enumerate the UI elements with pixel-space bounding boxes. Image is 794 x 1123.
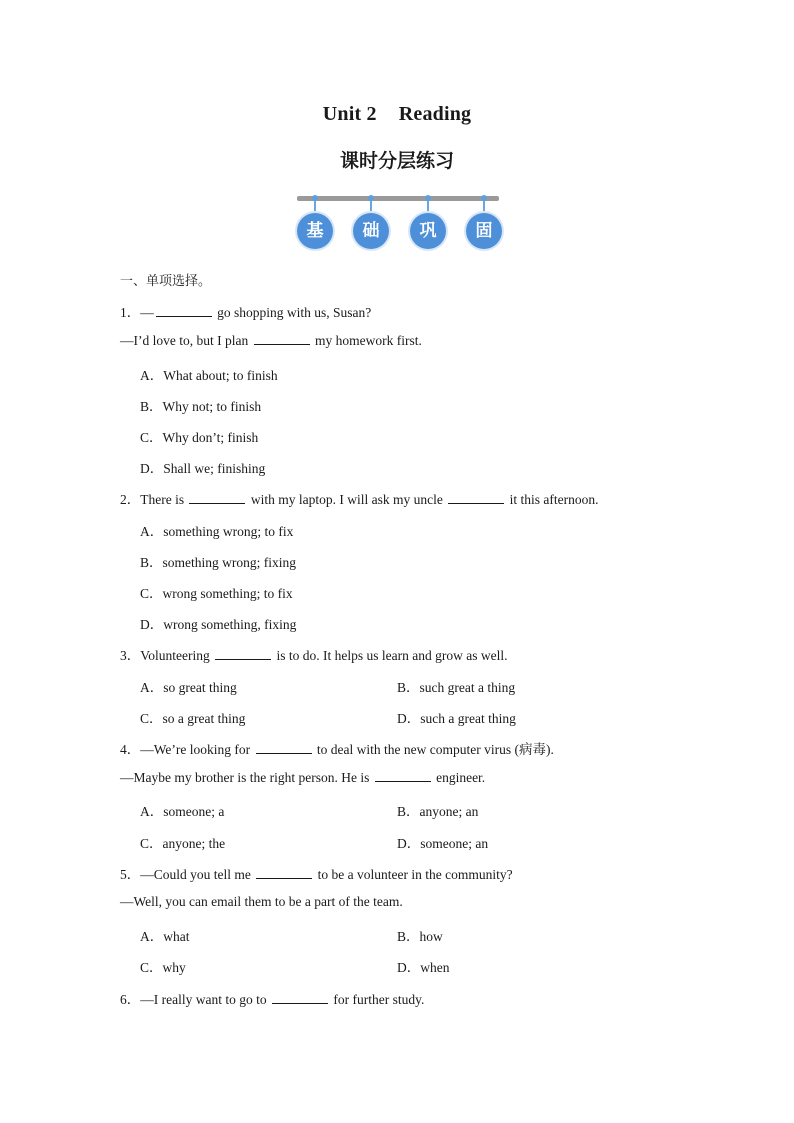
option-b: B．anyone; an <box>397 804 479 819</box>
answer-blank <box>254 332 310 345</box>
option-d: D．wrong something, fixing <box>140 617 297 632</box>
option-c: C．wrong something; to fix <box>140 586 293 601</box>
question-2: 2．There is with my laptop. I will ask my uncle it this afternoon. <box>120 492 599 507</box>
option-c: C．Why don’t; finish <box>140 430 259 445</box>
answer-blank <box>189 491 245 504</box>
option-a: A．someone; a <box>140 804 225 819</box>
answer-blank <box>375 769 431 782</box>
option-a: A．so great thing <box>140 680 237 695</box>
option-d: D．when <box>397 960 450 975</box>
question-5-reply: —Well, you can email them to be a part of the team. <box>120 894 403 909</box>
option-d: D．such a great thing <box>397 711 516 726</box>
banner-char: 固 <box>466 213 502 249</box>
answer-blank <box>156 304 212 317</box>
question-6: 6．—I really want to go to for further study. <box>120 992 425 1007</box>
option-c: C．why <box>140 960 186 975</box>
question-1: 1．— go shopping with us, Susan? <box>120 305 372 320</box>
option-a: A．something wrong; to fix <box>140 524 294 539</box>
question-3: 3．Volunteering is to do. It helps us learn and grow as well. <box>120 648 508 663</box>
answer-blank <box>256 866 312 879</box>
section-heading: 一、单项选择。 <box>120 274 212 289</box>
banner-node <box>295 193 335 251</box>
question-4: 4．—We’re looking for to deal with the new computer virus (病毒). <box>120 742 554 757</box>
option-b: B．something wrong; fixing <box>140 555 296 570</box>
banner-node <box>351 193 391 251</box>
answer-blank <box>448 491 504 504</box>
banner-char: 础 <box>353 213 389 249</box>
page-title <box>0 103 794 126</box>
option-b: B．such great a thing <box>397 680 516 695</box>
option-a: A．what <box>140 929 190 944</box>
lesson-label: Reading <box>398 103 472 125</box>
question-5: 5．—Could you tell me to be a volunteer in the community? <box>120 867 513 882</box>
answer-blank <box>272 991 328 1004</box>
section-banner <box>297 193 499 251</box>
option-a: A．What about; to finish <box>140 368 278 383</box>
page-subtitle: 课时分层练习 <box>339 150 454 172</box>
question-4-reply: —Maybe my brother is the right person. He is engineer. <box>120 770 486 785</box>
option-b: B．how <box>397 929 443 944</box>
option-c: C．anyone; the <box>140 836 226 851</box>
question-1-reply: —I’d love to, but I plan my homework first. <box>120 333 422 348</box>
banner-node <box>408 193 448 251</box>
answer-blank <box>215 647 271 660</box>
option-c: C．so a great thing <box>140 711 246 726</box>
option-d: D．someone; an <box>397 836 489 851</box>
answer-blank <box>256 741 312 754</box>
option-b: B．Why not; to finish <box>140 399 262 414</box>
banner-char: 巩 <box>410 213 446 249</box>
option-d: D．Shall we; finishing <box>140 461 266 476</box>
unit-label: Unit 2 <box>322 103 377 125</box>
banner-char: 基 <box>297 213 333 249</box>
banner-node <box>464 193 504 251</box>
